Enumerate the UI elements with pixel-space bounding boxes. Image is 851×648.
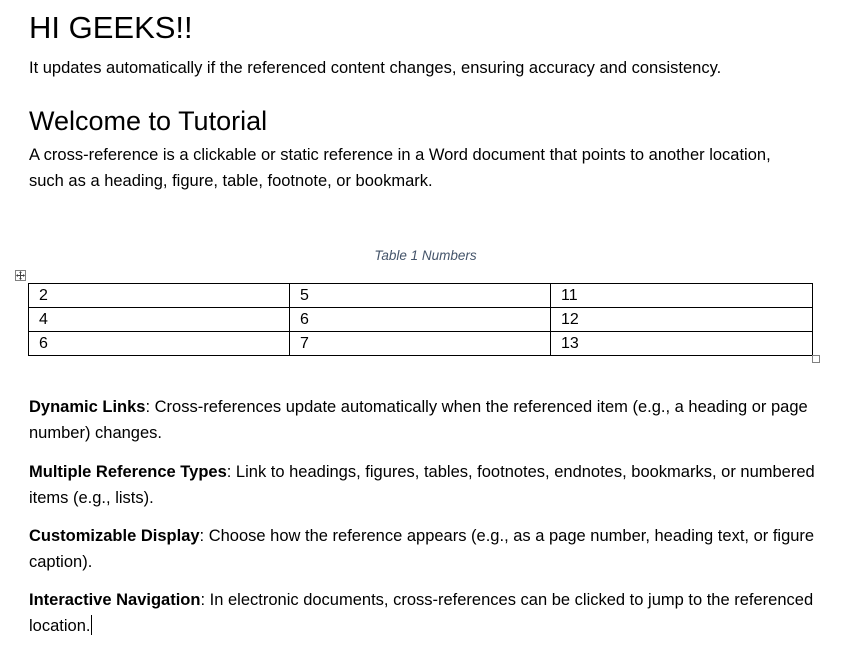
table-row (29, 308, 813, 332)
feature-title: Customizable Display (29, 527, 200, 545)
move-arrows-icon (16, 271, 25, 280)
feature-paragraph-customizable-display[interactable] (29, 523, 819, 575)
feature-paragraph-multiple-reference-types[interactable] (29, 459, 819, 511)
table-caption[interactable]: Table 1 Numbers (374, 248, 477, 263)
table-cell[interactable]: 13 (551, 332, 813, 356)
table-cell[interactable]: 2 (29, 284, 290, 308)
table-move-handle-icon[interactable] (15, 270, 26, 281)
feature-title: Multiple Reference Types (29, 463, 227, 481)
table-cell[interactable]: 5 (290, 284, 551, 308)
cross-reference-paragraph[interactable]: A cross-reference is a clickable or static reference in a Word document that points to another location, such as a heading, figure, table, footnote, or bookmark. (29, 146, 771, 190)
table-cell[interactable]: 12 (551, 308, 813, 332)
table-row (29, 332, 813, 356)
feature-text: : In electronic documents, cross-references can be clicked to jump to the referenced location. (29, 591, 814, 635)
table-row (29, 284, 813, 308)
heading-1[interactable]: HI GEEKS!! (29, 10, 193, 45)
feature-text: : Link to headings, figures, tables, footnotes, endnotes, bookmarks, or numbered items (e.g., lists). (29, 463, 815, 507)
table-cell[interactable]: 11 (551, 284, 813, 308)
table-cell[interactable]: 7 (290, 332, 551, 356)
table-resize-handle-icon[interactable] (812, 355, 820, 363)
numbers-table[interactable] (28, 283, 813, 356)
table-cell[interactable]: 4 (29, 308, 290, 332)
feature-paragraph-interactive-navigation[interactable] (29, 587, 819, 639)
feature-title: Dynamic Links (29, 398, 146, 416)
table-cell[interactable]: 6 (290, 308, 551, 332)
feature-paragraph-dynamic-links[interactable] (29, 394, 819, 446)
text-cursor (91, 615, 92, 635)
feature-text: : Cross-references update automatically when the referenced item (e.g., a heading or page number) changes. (29, 398, 808, 442)
feature-title: Interactive Navigation (29, 591, 201, 609)
intro-paragraph[interactable]: It updates automatically if the referenced content changes, ensuring accuracy and consistency. (29, 59, 722, 77)
heading-2[interactable]: Welcome to Tutorial (29, 106, 268, 136)
table-cell[interactable]: 6 (29, 332, 290, 356)
feature-text: : Choose how the reference appears (e.g., as a page number, heading text, or figure caption). (29, 527, 815, 571)
